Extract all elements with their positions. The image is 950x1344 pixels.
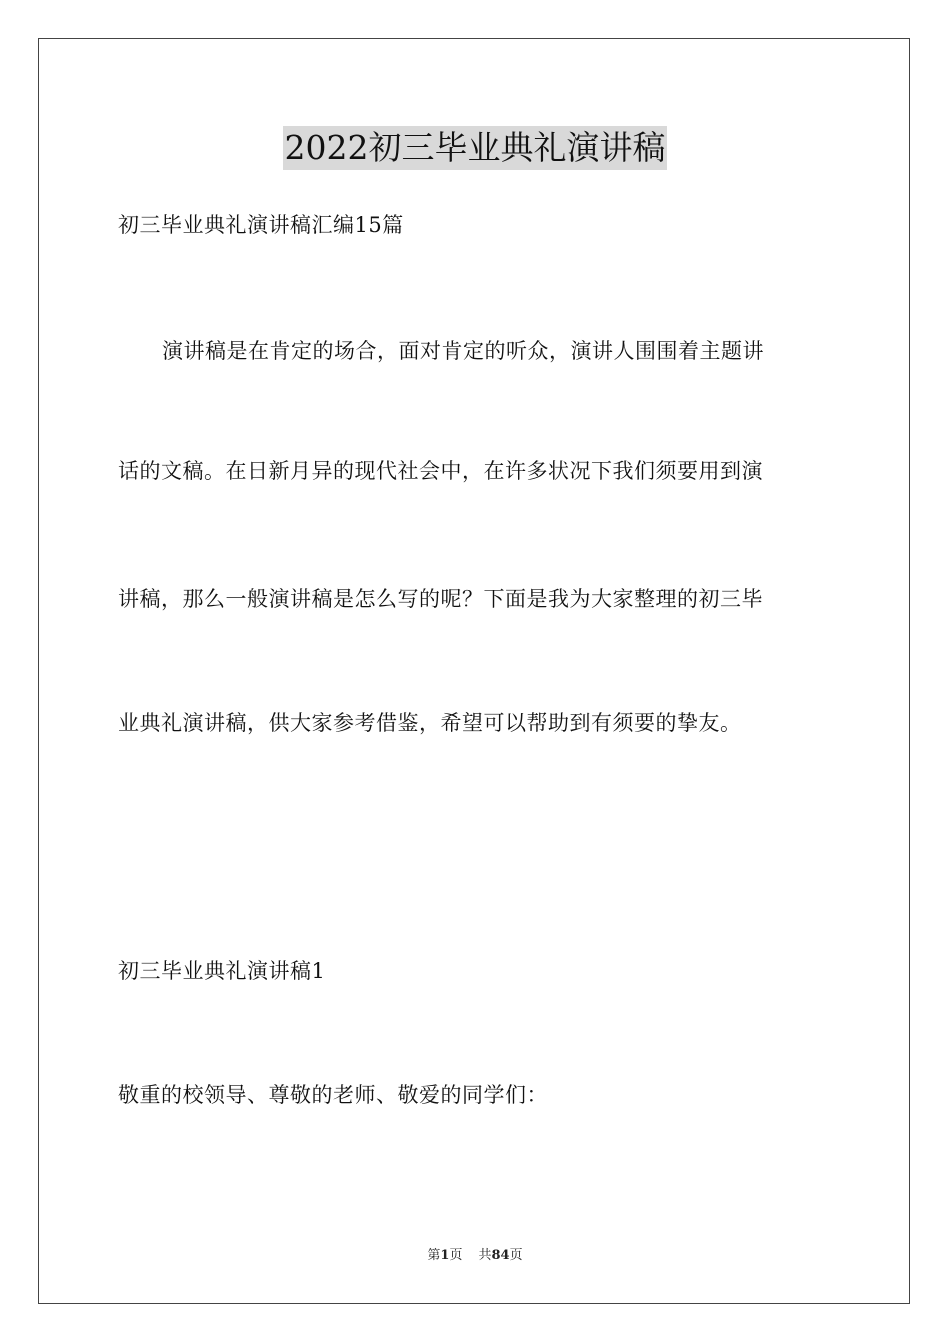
- paragraph-line-4: 业典礼演讲稿，供大家参考借鉴，希望可以帮助到有须要的挚友。: [118, 711, 742, 735]
- page-footer: [0, 1247, 950, 1265]
- page-label-suffix: 页: [449, 1248, 463, 1263]
- paragraph-line-3: 讲稿，那么一般演讲稿是怎么写的呢？下面是我为大家整理的初三毕: [118, 587, 763, 611]
- salutation: 敬重的校领导、尊敬的老师、敬爱的同学们：: [118, 1083, 548, 1107]
- total-label-suffix: 页: [509, 1248, 523, 1263]
- paragraph-line-1: 演讲稿是在肯定的场合，面对肯定的听众，演讲人围围着主题讲: [162, 339, 764, 363]
- page-label-prefix: 第: [427, 1248, 441, 1263]
- total-label-prefix: 共: [478, 1248, 492, 1263]
- paragraph-line-2: 话的文稿。在日新月异的现代社会中，在许多状况下我们须要用到演: [118, 459, 763, 483]
- total-pages: 84: [491, 1248, 510, 1263]
- title-container: [0, 126, 950, 170]
- document-subtitle: 初三毕业典礼演讲稿汇编15篇: [118, 213, 404, 237]
- document-title: 2022初三毕业典礼演讲稿: [283, 126, 668, 170]
- page-number: 1: [440, 1248, 450, 1263]
- section-heading: 初三毕业典礼演讲稿1: [118, 959, 326, 983]
